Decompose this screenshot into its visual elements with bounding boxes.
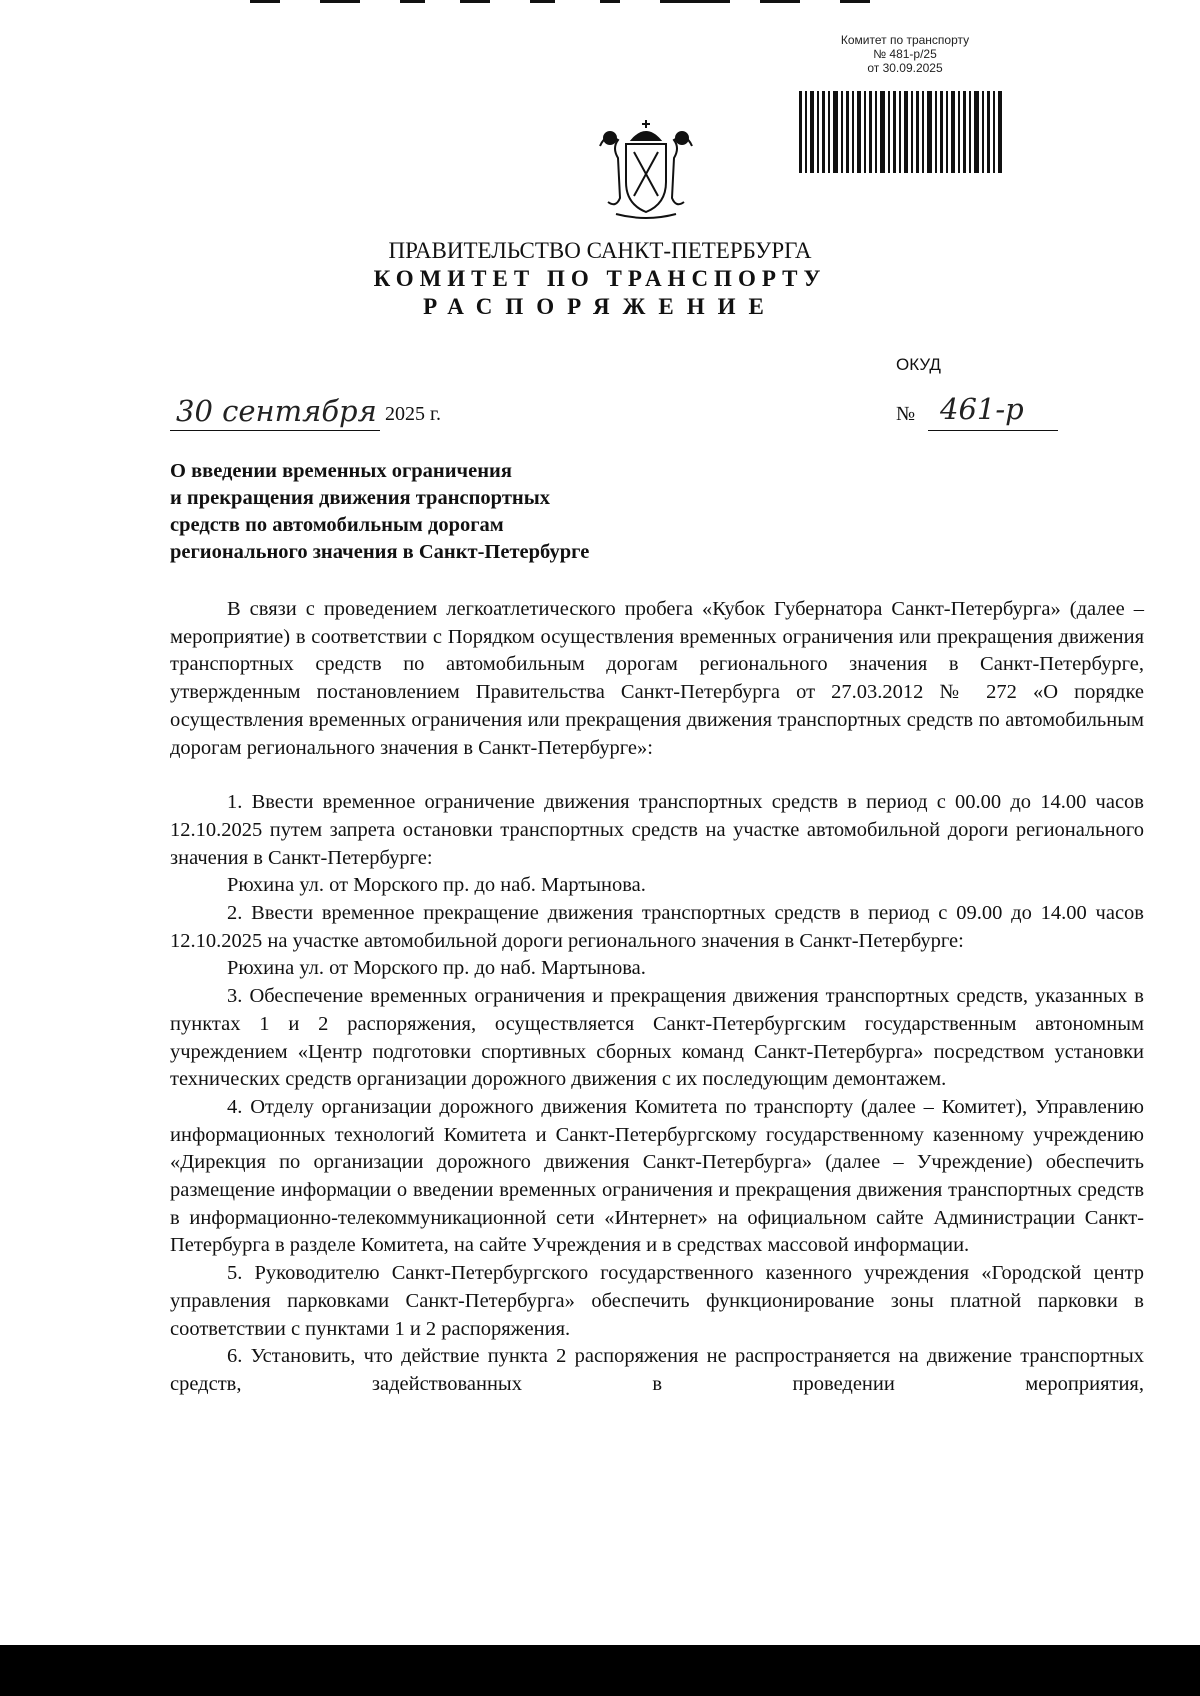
subject-line: и прекращения движения транспортных [170, 487, 550, 509]
number-sign: № [896, 403, 916, 425]
item-2: 2. Ввести временное прекращение движения транспортных средств в период с 09.00 до 14.00 часов 12.10.2025 на участке автомобильной дороги регионального значения в Санкт-Петербурге: [170, 902, 1144, 952]
item-2-street: Рюхина ул. от Морского пр. до наб. Мартынова. [227, 957, 646, 980]
document-subject [170, 458, 589, 566]
document-body [170, 596, 1144, 1399]
registration-stamp [800, 33, 1010, 75]
stamp-line-2: № 481-р/25 [873, 47, 937, 61]
item-5: 5. Руководителю Санкт-Петербургского государственного казенного учреждения «Городской центр управления парковками Санкт-Петербурга» обеспечить функционирование зоны платной парковки в соответствии с пунктами 1 и 2 распоряжения. [170, 1262, 1144, 1340]
barcode [797, 91, 1007, 173]
item-1: 1. Ввести временное ограничение движения транспортных средств в период с 00.00 до 14.00 часов 12.10.2025 путем запрета остановки транспортных средств на участке автомобильной дороги регионального значения в Санкт-Петербурге: [170, 791, 1144, 869]
item-1-street: Рюхина ул. от Морского пр. до наб. Мартынова. [227, 874, 646, 897]
committee-title: КОМИТЕТ ПО ТРАНСПОРТУ [373, 266, 827, 291]
item-6: 6. Установить, что действие пункта 2 распоряжения не распространяется на движение транспортных средств, задействованных в проведении мероприятия, [170, 1345, 1144, 1395]
subject-line: регионального значения в Санкт-Петербурге [170, 541, 590, 563]
top-edge-marks [240, 0, 960, 4]
date-year: 2025 г. [385, 403, 441, 425]
document-type: РАСПОРЯЖЕНИЕ [423, 294, 777, 319]
item-4: 4. Отделу организации дорожного движения Комитета по транспорту (далее – Комитет), Управлению информационных технологий Комитета и Санкт-Петербургскому государственному казенному учреждению «Дирекция по организации дорожного движения Санкт-Петербурга» (далее – Учреждение) обеспечить размещение информации о введении временных ограничения и прекращения движения транспортных средств в информационно-телекоммуникационной сети «Интернет» на официальном сайте Администрации Санкт-Петербурга в разделе Комитета, на сайте Учреждения и в средствах массовой информации. [170, 1095, 1144, 1257]
handwritten-date: 30 сентября [176, 394, 377, 428]
coat-of-arms-icon [596, 118, 696, 222]
subject-line: О введении временных ограничения [170, 460, 512, 482]
item-3: 3. Обеспечение временных ограничения и прекращения движения транспортных средств, указанных в пунктах 1 и 2 распоряжения, осуществляется Санкт-Петербургским государственным автономным учреждением «Центр подготовки спортивных сборных команд Санкт-Петербурга» посредством установки технических средств организации дорожного движения с их последующим демонтажем. [170, 985, 1144, 1091]
preamble: В связи с проведением легкоатлетического пробега «Кубок Губернатора Санкт-Петербурга» (далее – мероприятие) в соответствии с Порядком осуществления временных ограничения или прекращения движения транспортных средств по автомобильным дорогам регионального значения в Санкт-Петербурге, утвержденным постановлением Правительства Санкт-Петербурга от 27.03.2012 № 272 «О порядке осуществления временных ограничения или прекращения движения транспортных средств по автомобильным дорогам регионального значения в Санкт-Петербурге»: [170, 598, 1144, 759]
scan-bottom-border [0, 1645, 1200, 1696]
okud-label: ОКУД [896, 355, 941, 374]
subject-line: средств по автомобильным дорогам [170, 514, 504, 536]
stamp-line-1: Комитет по транспорту [840, 33, 970, 47]
handwritten-number: 461-р [940, 392, 1024, 426]
government-title: ПРАВИТЕЛЬСТВО САНКТ-ПЕТЕРБУРГА [388, 238, 812, 263]
stamp-line-3: от 30.09.2025 [867, 61, 943, 75]
